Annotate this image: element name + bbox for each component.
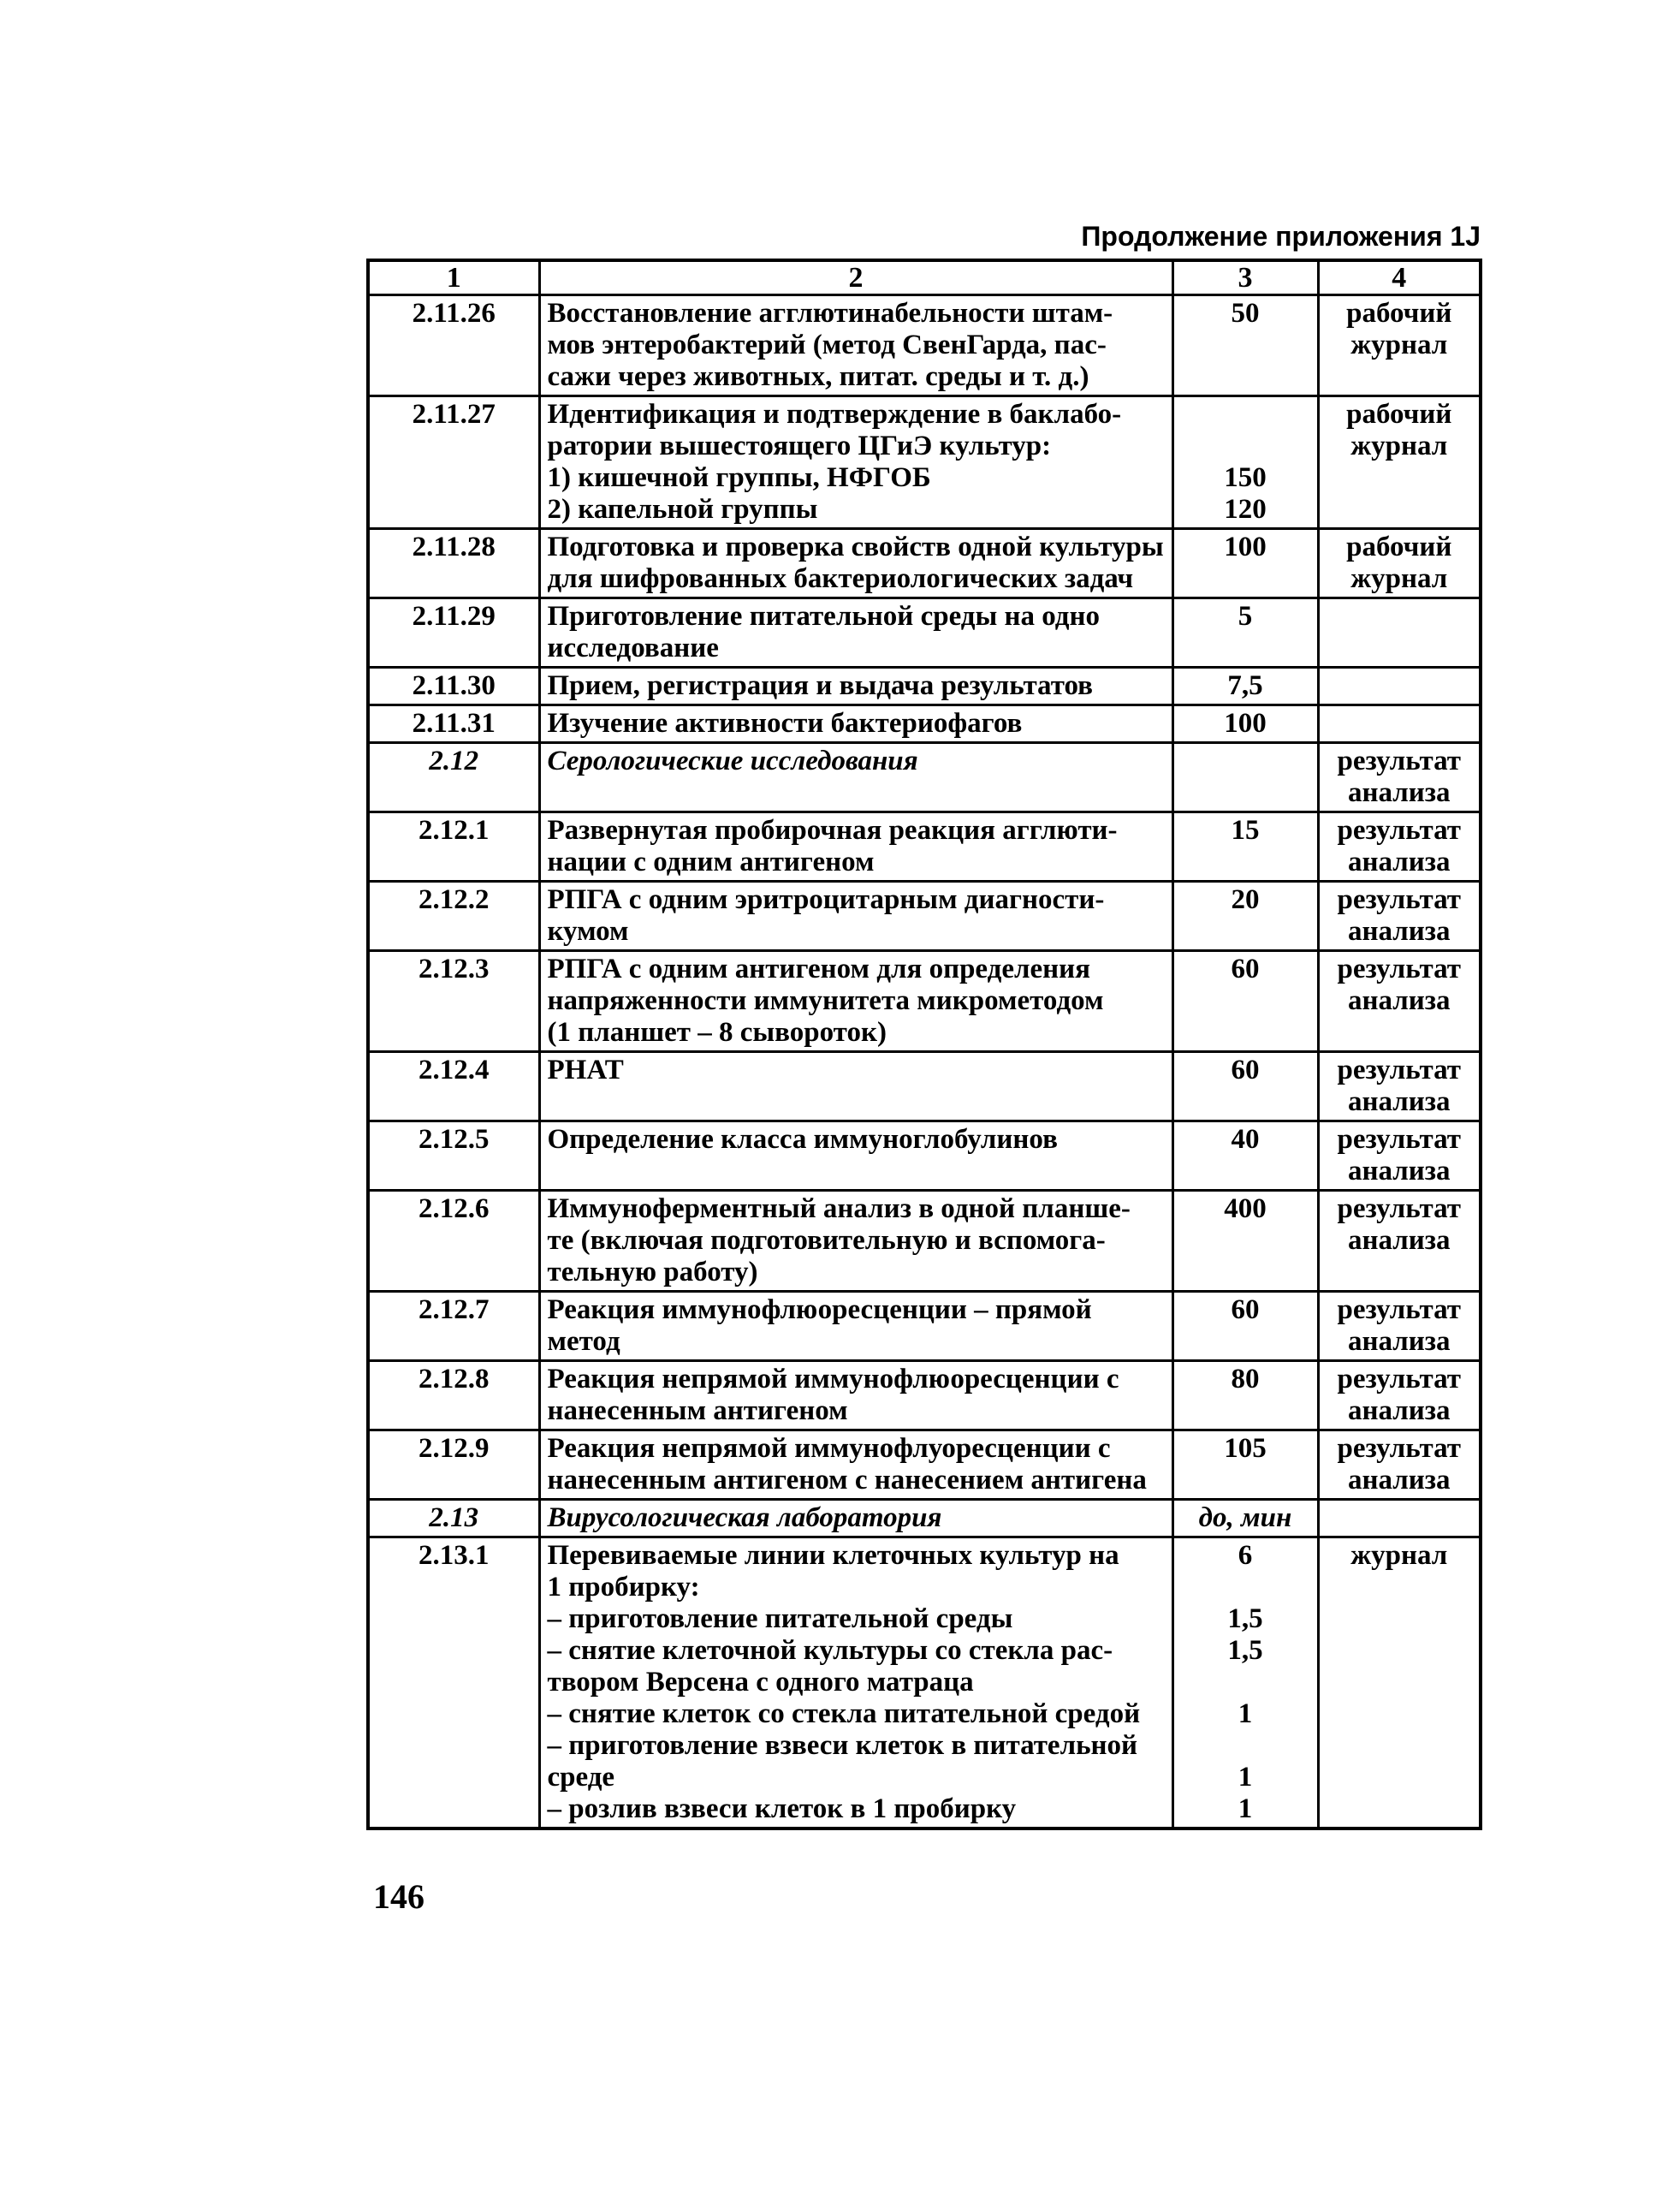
time-norm-cell: [1172, 882, 1318, 951]
record-document: результат: [1337, 1124, 1461, 1155]
record-document: анализа: [1347, 847, 1451, 877]
description-line: тельную работу): [547, 1257, 758, 1287]
time-norm-value: 150: [1224, 462, 1267, 493]
time-norm-value: 1: [1238, 1698, 1253, 1729]
table-row: [368, 1191, 1481, 1292]
record-document-cell: [1318, 295, 1481, 396]
description-line: среде: [547, 1762, 615, 1793]
time-norm-cell: [1172, 668, 1318, 705]
description-line: Восстановление агглютинабельности штам-: [547, 298, 1113, 329]
description-line: метод: [547, 1326, 620, 1357]
description-cell: [539, 396, 1172, 529]
description-line: – приготовление питательной среды: [547, 1603, 1013, 1634]
description-cell: [539, 705, 1172, 743]
description-cell: [539, 529, 1172, 598]
row-number-cell: [368, 1537, 539, 1829]
description-line: – приготовление взвеси клеток в питательной: [547, 1730, 1138, 1761]
table-header-row: [368, 260, 1481, 295]
row-number-cell: [368, 1430, 539, 1500]
table-row: [368, 1430, 1481, 1500]
row-number-cell: [368, 598, 539, 668]
description-cell: [539, 668, 1172, 705]
row-number: 2.11.30: [412, 670, 496, 701]
time-norm-cell: [1172, 1191, 1318, 1292]
record-document-cell: [1318, 1121, 1481, 1191]
row-number-cell: [368, 1500, 539, 1537]
time-norm-cell: [1172, 1121, 1318, 1191]
row-number: 2.12.7: [418, 1294, 490, 1325]
time-norm-cell: [1172, 1052, 1318, 1121]
description-cell: [539, 1292, 1172, 1361]
record-document-cell: [1318, 1292, 1481, 1361]
description-cell: [539, 1537, 1172, 1829]
description-line: твором Версена с одного матраца: [547, 1667, 974, 1698]
section-row: [368, 743, 1481, 812]
table-row: [368, 812, 1481, 882]
description-line: (1 планшет – 8 сывороток): [547, 1017, 887, 1048]
description-cell: [539, 743, 1172, 812]
record-document-cell: [1318, 668, 1481, 705]
time-norm-value: [1181, 1572, 1310, 1603]
table-row: [368, 882, 1481, 951]
row-number: 2.12.4: [418, 1055, 490, 1085]
record-document-cell: [1318, 882, 1481, 951]
record-document: анализа: [1347, 777, 1451, 808]
record-document: анализа: [1347, 1326, 1451, 1357]
description-line: Определение класса иммуноглобулинов: [547, 1124, 1058, 1155]
row-number-cell: [368, 1052, 539, 1121]
time-norm-cell: [1172, 743, 1318, 812]
description-line: Иммуноферментный анализ в одной планше-: [547, 1193, 1131, 1224]
record-document: журнал: [1350, 330, 1448, 360]
description-line: для шифрованных бактериологических задач: [547, 563, 1134, 594]
description-line: 1) кишечной группы, НФГОБ: [547, 462, 931, 493]
table-row: [368, 951, 1481, 1052]
row-number: 2.12: [429, 746, 479, 776]
row-number-cell: [368, 1121, 539, 1191]
time-norm-value: 400: [1224, 1193, 1267, 1224]
description-line: те (включая подготовительную и вспомога-: [547, 1225, 1106, 1256]
description-line: Подготовка и проверка свойств одной культуры: [547, 532, 1164, 562]
description-line: исследование: [547, 633, 719, 663]
description-cell: [539, 295, 1172, 396]
row-number-cell: [368, 529, 539, 598]
description-cell: [539, 812, 1172, 882]
record-document: анализа: [1347, 1465, 1451, 1495]
table-row: [368, 1052, 1481, 1121]
row-number: 2.12.2: [418, 884, 490, 915]
time-norm-value: 60: [1231, 1055, 1260, 1085]
table-row: [368, 1121, 1481, 1191]
row-number-cell: [368, 705, 539, 743]
description-line: – розлив взвеси клеток в 1 пробирку: [547, 1793, 1017, 1824]
record-document: результат: [1337, 1055, 1461, 1085]
table-row: [368, 295, 1481, 396]
row-number: 2.12.5: [418, 1124, 490, 1155]
record-document-cell: [1318, 1500, 1481, 1537]
row-number: 2.13: [429, 1502, 479, 1533]
row-number: 2.11.29: [412, 601, 496, 632]
record-document-cell: [1318, 743, 1481, 812]
record-document: журнал: [1350, 1540, 1448, 1571]
record-document-cell: [1318, 951, 1481, 1052]
row-number-cell: [368, 1191, 539, 1292]
time-norm-value: 6: [1238, 1540, 1253, 1571]
record-document-cell: [1318, 1430, 1481, 1500]
time-norm-value: 1,5: [1227, 1635, 1263, 1666]
time-norm-cell: [1172, 529, 1318, 598]
record-document: рабочий: [1346, 532, 1452, 562]
time-norm-value: 1: [1238, 1793, 1253, 1824]
description-line: – снятие клеток со стекла питательной средой: [547, 1698, 1141, 1729]
description-cell: [539, 1361, 1172, 1430]
row-number: 2.12.8: [418, 1364, 490, 1394]
row-number-cell: [368, 1361, 539, 1430]
time-norm-cell: [1172, 1537, 1318, 1829]
description-line: Развернутая пробирочная реакция агглюти-: [547, 815, 1118, 846]
table-row: [368, 396, 1481, 529]
time-norm-value: 20: [1231, 884, 1260, 915]
description-line: Реакция непрямой иммунофлуоресценции с: [547, 1433, 1111, 1464]
description-line: Реакция иммунофлюоресценции – прямой: [547, 1294, 1092, 1325]
description-line: мов энтеробактерий (метод СвенГарда, пас-: [547, 330, 1107, 360]
description-line: кумом: [547, 916, 629, 947]
table-row: [368, 598, 1481, 668]
time-norm-value: 1: [1238, 1762, 1253, 1793]
description-line: нации с одним антигеном: [547, 847, 875, 877]
row-number: 2.13.1: [418, 1540, 490, 1571]
time-norm-value: до, мин: [1198, 1502, 1292, 1533]
description-line: РПГА с одним эритроцитарным диагности-: [547, 884, 1105, 915]
time-norm-value: [1181, 431, 1310, 462]
record-document-cell: [1318, 396, 1481, 529]
time-norm-value: 7,5: [1227, 670, 1263, 701]
norms-table: [366, 259, 1482, 1830]
table-caption: Продолжение приложения 1J: [1081, 221, 1481, 252]
record-document: результат: [1337, 1364, 1461, 1394]
time-norm-value: 1,5: [1227, 1603, 1263, 1634]
row-number: 2.11.27: [412, 399, 496, 430]
description-line: – снятие клеточной культуры со стекла рас-: [547, 1635, 1113, 1666]
record-document: анализа: [1347, 916, 1451, 947]
header-col-1: 1: [368, 260, 539, 295]
time-norm-value: 40: [1231, 1124, 1260, 1155]
time-norm-cell: [1172, 705, 1318, 743]
time-norm-cell: [1172, 1292, 1318, 1361]
time-norm-cell: [1172, 1430, 1318, 1500]
record-document: результат: [1337, 746, 1461, 776]
row-number-cell: [368, 668, 539, 705]
row-number: 2.12.9: [418, 1433, 490, 1464]
description-cell: [539, 1121, 1172, 1191]
description-line: сажи через животных, питат. среды и т. д.): [547, 361, 1089, 392]
row-number-cell: [368, 812, 539, 882]
row-number-cell: [368, 1292, 539, 1361]
row-number-cell: [368, 396, 539, 529]
time-norm-cell: [1172, 951, 1318, 1052]
time-norm-value: 100: [1224, 532, 1267, 562]
description-line: Приготовление питательной среды на одно: [547, 601, 1101, 632]
description-line: Идентификация и подтверждение в баклабо-: [547, 399, 1122, 430]
row-number: 2.12.1: [418, 815, 490, 846]
record-document: результат: [1337, 1193, 1461, 1224]
row-number: 2.11.31: [412, 708, 496, 739]
time-norm-value: 120: [1224, 494, 1267, 525]
description-line: Перевиваемые линии клеточных культур на: [547, 1540, 1119, 1571]
description-cell: [539, 1430, 1172, 1500]
record-document-cell: [1318, 1052, 1481, 1121]
table-body: [368, 260, 1481, 1828]
description-line: Вирусологическая лаборатория: [547, 1502, 942, 1533]
record-document-cell: [1318, 812, 1481, 882]
description-line: нанесенным антигеном с нанесением антигена: [547, 1465, 1147, 1495]
row-number: 2.11.26: [412, 298, 496, 329]
table-row: [368, 1292, 1481, 1361]
description-line: нанесенным антигеном: [547, 1395, 848, 1426]
time-norm-value: 100: [1224, 708, 1267, 739]
row-number-cell: [368, 743, 539, 812]
header-col-3: 3: [1172, 260, 1318, 295]
record-document: журнал: [1350, 563, 1448, 594]
record-document: результат: [1337, 954, 1461, 984]
description-cell: [539, 1500, 1172, 1537]
time-norm-cell: [1172, 812, 1318, 882]
table-row: [368, 668, 1481, 705]
time-norm-cell: [1172, 396, 1318, 529]
time-norm-value: 5: [1238, 601, 1253, 632]
description-line: Серологические исследования: [547, 746, 918, 776]
table-row: [368, 1537, 1481, 1829]
record-document-cell: [1318, 598, 1481, 668]
time-norm-cell: [1172, 598, 1318, 668]
record-document-cell: [1318, 1191, 1481, 1292]
description-line: напряженности иммунитета микрометодом: [547, 985, 1104, 1016]
description-line: 2) капельной группы: [547, 494, 818, 525]
row-number: 2.12.6: [418, 1193, 490, 1224]
section-row: [368, 1500, 1481, 1537]
table-row: [368, 529, 1481, 598]
record-document: рабочий: [1346, 399, 1452, 430]
record-document: журнал: [1350, 431, 1448, 461]
table-row: [368, 705, 1481, 743]
record-document: анализа: [1347, 985, 1451, 1016]
description-line: Изучение активности бактериофагов: [547, 708, 1023, 739]
header-col-4: 4: [1318, 260, 1481, 295]
record-document: результат: [1337, 884, 1461, 915]
time-norm-cell: [1172, 1361, 1318, 1430]
time-norm-value: [1181, 1667, 1310, 1698]
record-document-cell: [1318, 705, 1481, 743]
row-number-cell: [368, 882, 539, 951]
description-line: 1 пробирку:: [547, 1572, 700, 1603]
record-document: анализа: [1347, 1395, 1451, 1426]
description-cell: [539, 1191, 1172, 1292]
description-line: PHAT: [547, 1055, 624, 1085]
description-cell: [539, 882, 1172, 951]
time-norm-value: 60: [1231, 1294, 1260, 1325]
record-document: результат: [1337, 1433, 1461, 1464]
time-norm-value: 50: [1231, 298, 1260, 329]
description-cell: [539, 1052, 1172, 1121]
description-line: Прием, регистрация и выдача результатов: [547, 670, 1093, 701]
row-number-cell: [368, 295, 539, 396]
page-number: 146: [373, 1877, 424, 1916]
time-norm-cell: [1172, 295, 1318, 396]
record-document: результат: [1337, 1294, 1461, 1325]
record-document-cell: [1318, 1537, 1481, 1829]
record-document: результат: [1337, 815, 1461, 846]
row-number-cell: [368, 951, 539, 1052]
time-norm-value: 105: [1224, 1433, 1267, 1464]
description-line: РПГА с одним антигеном для определения: [547, 954, 1091, 984]
time-norm-value: 80: [1231, 1364, 1260, 1394]
time-norm-cell: [1172, 1500, 1318, 1537]
header-col-2: 2: [539, 260, 1172, 295]
row-number: 2.12.3: [418, 954, 490, 984]
record-document: анализа: [1347, 1156, 1451, 1186]
record-document: рабочий: [1346, 298, 1452, 329]
row-number: 2.11.28: [412, 532, 496, 562]
record-document-cell: [1318, 529, 1481, 598]
description-cell: [539, 598, 1172, 668]
record-document: анализа: [1347, 1225, 1451, 1256]
table-row: [368, 1361, 1481, 1430]
time-norm-value: [1181, 399, 1310, 431]
norms-table-wrapper: [366, 259, 1479, 1830]
description-cell: [539, 951, 1172, 1052]
time-norm-value: 60: [1231, 954, 1260, 984]
description-line: Реакция непрямой иммунофлюоресценции с: [547, 1364, 1119, 1394]
record-document: анализа: [1347, 1086, 1451, 1117]
description-line: ратории вышестоящего ЦГиЭ культур:: [547, 431, 1052, 461]
time-norm-value: 15: [1231, 815, 1260, 846]
time-norm-value: [1181, 1730, 1310, 1762]
record-document-cell: [1318, 1361, 1481, 1430]
